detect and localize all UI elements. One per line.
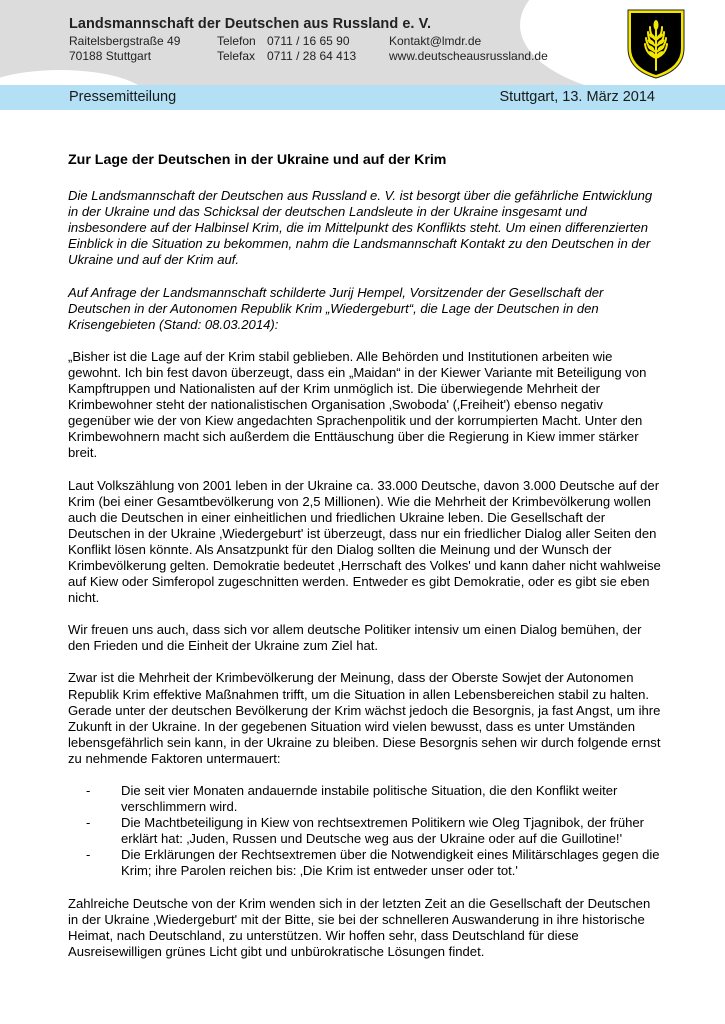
- letterhead: [0, 0, 725, 86]
- address-city: 70188 Stuttgart: [69, 49, 152, 63]
- list-item-text: Die seit vier Monaten andauernde instabile politische Situation, die den Konflikt weiter verschlimmern wird.: [121, 783, 618, 815]
- list-item: [86, 815, 664, 847]
- fax-label: Telefax: [217, 49, 256, 63]
- intro-paragraph-1: Die Landsmannschaft der Deutschen aus Russland e. V. ist besorgt über die gefährliche Entwicklung in der Ukraine und das Schicksal der deutschen Landsleute in der Ukraine insgesamt und insbesondere auf der Halbinsel Krim, die im Mittelpunkt des Konflikts steht. Um einen differenzierten Einblick in die Situation zu bekommen, nahm die Landsmannschaft Kontakt zu den Deutschen in der Ukraine und auf der Krim auf.: [68, 188, 653, 268]
- list-item: [86, 783, 664, 815]
- organization-name: Landsmannschaft der Deutschen aus Russland e. V.: [69, 16, 432, 32]
- factor-list: [68, 783, 664, 880]
- article-body: [68, 152, 664, 976]
- email-link[interactable]: Kontakt@lmdr.de: [389, 34, 482, 48]
- contact-details: [69, 34, 548, 64]
- address-street: Raitelsbergstraße 49: [69, 34, 181, 48]
- place-and-date: Stuttgart, 13. März 2014: [499, 89, 655, 105]
- body-paragraph: „Bisher ist die Lage auf der Krim stabil geblieben. Alle Behörden und Institutionen arbeiten wie gewohnt. Ich bin fest davon überzeugt, dass ein „Maidan“ in der Kiewer Variante mit Beteiligung von Kampftruppen und Nationalisten auf der Krim unmöglich ist. Die überwiegende Mehrheit der Krimbewohner steht der nationalistischen Organisation ‚Swoboda' (‚Freiheit') ebenso negativ gegenüber wie der von Kiew angedachten Sprachenpolitik und der korrumpierten Macht. Unter den Krimbewohnern macht sich außerdem die Enttäuschung über die Regierung in Kiew immer stärker breit.: [68, 348, 647, 461]
- dash-bullet-icon: -: [86, 815, 91, 831]
- document-type: Pressemitteilung: [69, 89, 177, 105]
- phone-value: 0711 / 16 65 90: [267, 34, 350, 48]
- header-decoration-swoosh-right: [520, 0, 725, 86]
- organization-block: [69, 16, 548, 64]
- header-decoration-swoosh-left: [0, 70, 150, 86]
- body-paragraph: Wir freuen uns auch, dass sich vor allem deutsche Politiker intensiv um einen Dialog bemühen, der den Frieden und die Einheit der Ukraine zum Ziel hat.: [68, 622, 642, 654]
- wheat-shield-crest-icon: [626, 8, 686, 80]
- body-paragraph: Zwar ist die Mehrheit der Krimbevölkerung der Meinung, dass der Oberste Sowjet der Autonomen Republik Krim effektive Maßnahmen trifft, um die Situation in allen Lebensbereichen stabil zu halten. Gerade unter der deutschen Bevölkerung der Krim wächst jedoch die Besorgnis, ja fast Angst, um ihre Zukunft in der Ukraine. In der gegebenen Situation wird vielen bewusst, dass es unter Umständen lebensgefährlich sein kann, in der Ukraine zu bleiben. Diese Besorgnis sehen wir durch folgende ernst zu nehmende Faktoren untermauert:: [68, 670, 661, 766]
- press-release-band: [0, 85, 725, 110]
- body-paragraph: Laut Volkszählung von 2001 leben in der Ukraine ca. 33.000 Deutsche, davon 3.000 Deutsche auf der Krim (bei einer Gesamtbevölkerung von 2,5 Millionen). Wie die Mehrheit der Krimbevölkerung wollen auch die Deutschen in einer einheitlichen und friedlichen Ukraine leben. Die Gesellschaft der Deutschen in der Ukraine ‚Wiedergeburt' ist überzeugt, dass nur ein friedlicher Dialog aller Seiten den Konflikt lösen könnte. Als Ansatzpunkt für den Dialog sollten die Meinung und der Wunsch der Krimbevölkerung gelten. Demokratie bedeutet ‚Herrschaft des Volkes' und kann daher nicht wahlweise auf Kiew oder Simferopol zugeschnitten werden. Entweder es gibt Demokratie, oder es gibt sie eben nicht.: [68, 477, 661, 606]
- fax-value: 0711 / 28 64 413: [267, 49, 357, 63]
- list-item-text: Die Machtbeteiligung in Kiew von rechtsextremen Politikern wie Oleg Tjagnibok, der früher erklärt hat: ‚Juden, Russen und Deutsche weg aus der Ukraine oder auf die Guillotine!': [121, 815, 645, 847]
- dash-bullet-icon: -: [86, 783, 91, 798]
- closing-paragraph: Zahlreiche Deutsche von der Krim wenden sich in der letzten Zeit an die Gesellschaft der Deutschen in der Ukraine ‚Wiedergeburt' mit der Bitte, sie bei der schnelleren Auswanderung in ihre historische Heimat, nach Deutschland, zu unterstützen. Wir hoffen sehr, dass Deutschland für diese Ausreisewilligen grünes Licht gibt und unbürokratische Lösungen findet.: [68, 895, 651, 959]
- dash-bullet-icon: -: [86, 847, 91, 863]
- list-item-text: Die Erklärungen der Rechtsextremen über die Notwendigkeit eines Militärschlages gegen die Krim; ihre Parolen reichen bis: ‚Die Krim ist entweder unser oder tot.': [121, 847, 660, 879]
- phone-label: Telefon: [217, 34, 256, 48]
- intro-paragraph-2: Auf Anfrage der Landsmannschaft schilderte Jurij Hempel, Vorsitzender der Gesellschaft der Deutschen in der Autonomen Republik Krim „Wiedergeburt“, die Lage der Deutschen in den Krisengebieten (Stand: 08.03.2014):: [68, 284, 604, 332]
- website-link[interactable]: www.deutscheausrussland.de: [389, 49, 548, 63]
- article-title: Zur Lage der Deutschen in der Ukraine und auf der Krim: [68, 152, 447, 168]
- list-item: [86, 847, 664, 879]
